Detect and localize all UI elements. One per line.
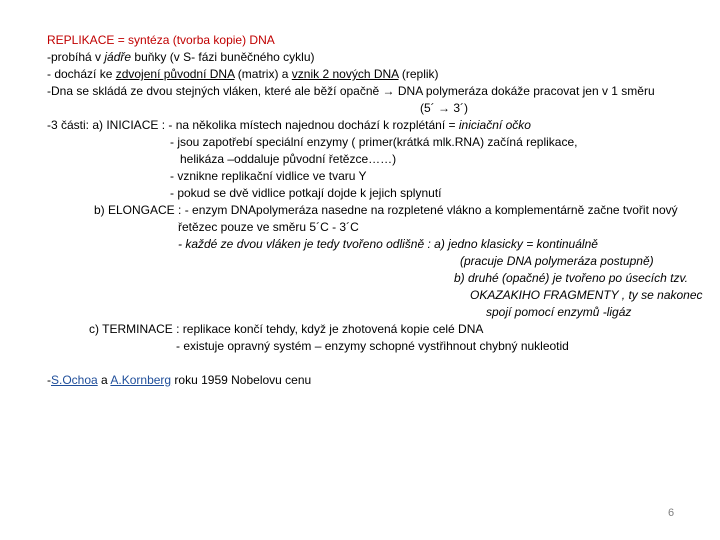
text: buňky (v S- fázi buněčného cyklu) bbox=[131, 50, 315, 64]
text: (replik) bbox=[398, 67, 439, 81]
line-location bbox=[47, 49, 314, 65]
line-strands: -Dna se skládá ze dvou stejných vláken, které ale běží opačně → DNA polymeráza dokáže pracovat jen v 1 směru bbox=[47, 84, 655, 98]
line-continuous: (pracuje DNA polymeráza postupně) bbox=[460, 254, 654, 268]
line-termination: c) TERMINACE : replikace končí tehdy, když je zhotovená kopie celé DNA bbox=[89, 322, 484, 336]
line-doubling bbox=[47, 66, 439, 82]
underlined-term: zdvojení původní DNA bbox=[115, 67, 235, 81]
slide-title: REPLIKACE = syntéza (tvorba kopie) DNA bbox=[47, 33, 275, 47]
line-strand-formation: - každé ze dvou vláken je tedy tvořeno odlišně : a) jedno klasicky = kontinuálně bbox=[178, 237, 598, 251]
line-direction: (5´ → 3´) bbox=[420, 101, 468, 115]
text: - bbox=[47, 373, 51, 387]
line-fragments: b) druhé (opačné) je tvořeno po úsecích tzv. bbox=[454, 271, 688, 285]
line-fork: - vznikne replikační vidlice ve tvaru Y bbox=[170, 169, 367, 183]
line-helicase: helikáza –oddaluje původní řetězce……) bbox=[180, 152, 397, 166]
line-enzymes: - jsou zapotřebí speciální enzymy ( primer(krátká mlk.RNA) začíná replikace, bbox=[170, 135, 578, 149]
line-chain: řetězec pouze ve směru 5´C - 3´C bbox=[178, 220, 359, 234]
emphasis-nucleus: jádře bbox=[104, 50, 132, 64]
emphasis-term: iniciační očko bbox=[458, 118, 531, 132]
page-number: 6 bbox=[668, 507, 675, 519]
line-initiation bbox=[47, 117, 531, 133]
link-kornberg[interactable]: A.Kornberg bbox=[110, 373, 172, 387]
text: a bbox=[97, 373, 111, 387]
line-elongation: b) ELONGACE : - enzym DNApolymeráza nasedne na rozpletené vlákno a komplementárně začne tvořit nový bbox=[94, 203, 678, 217]
line-ligase: spojí pomocí enzymů -ligáz bbox=[486, 305, 632, 319]
link-ochoa[interactable]: S.Ochoa bbox=[51, 373, 98, 387]
text: - dochází ke bbox=[47, 67, 116, 81]
text: -3 části: a) INICIACE : - na několika místech najednou dochází k rozplétání = bbox=[47, 118, 459, 132]
underlined-term: vznik 2 nových DNA bbox=[291, 67, 399, 81]
line-okazaki: OKAZAKIHO FRAGMENTY , ty se nakonec bbox=[470, 288, 703, 302]
line-repair: - existuje opravný systém – enzymy schopné vystřihnout chybný nukleotid bbox=[176, 339, 569, 353]
text: -probíhá v bbox=[47, 50, 105, 64]
text: roku 1959 Nobelovu cenu bbox=[171, 373, 312, 387]
text: (matrix) a bbox=[234, 67, 292, 81]
line-nobel bbox=[47, 372, 311, 388]
line-merge: - pokud se dvě vidlice potkají dojde k jejich splynutí bbox=[170, 186, 442, 200]
